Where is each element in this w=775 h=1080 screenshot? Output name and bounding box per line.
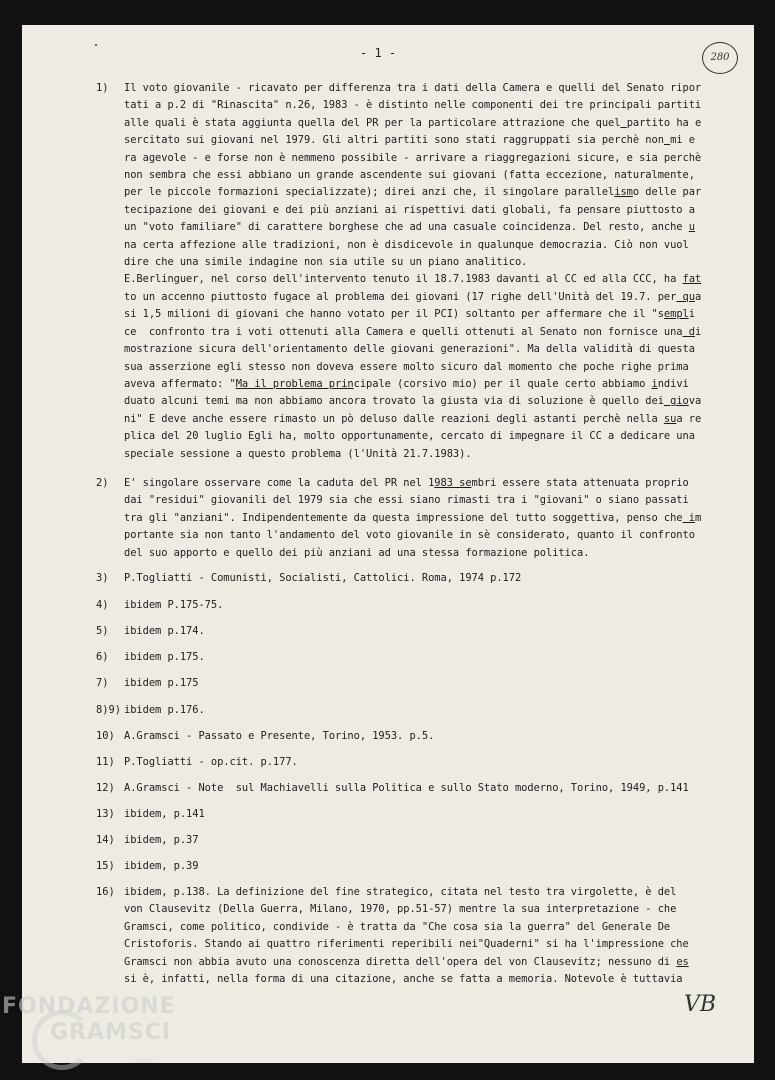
footnote-number: 16) [96, 886, 115, 898]
footnote-line: ibidem p.176. [124, 704, 205, 716]
page-mark [95, 44, 97, 46]
footnote-line: del suo apporto e quello dei più anziani ad una stessa formazione politica. [124, 546, 590, 559]
footnote-line: plica del 20 luglio Egli ha, molto opportunamente, cercato di impegnare il CC a dedicare una [124, 430, 695, 443]
watermark-logo [2, 994, 176, 1065]
footnote-7 [96, 675, 706, 692]
footnote-15 [96, 884, 706, 988]
footnote-10 [96, 754, 706, 771]
footnote-number: 1) [96, 82, 109, 94]
footnote-2 [96, 475, 706, 562]
footnote-number: 8)9) [96, 704, 122, 716]
footnote-line: to un accenno piuttosto fugace al problema dei giovani (17 righe dell'Unità del 19.7. per qua [124, 290, 702, 303]
footnote-line: sercitato sui giovani nel 1979. Gli altri partiti sono stati raggruppati sia perchè non mi e [124, 134, 695, 147]
footnote-number: 3) [96, 572, 109, 584]
footnote-line: na certa affezione alle tradizioni, non è disdicevole in qualunque democrazia. Ciò non vuol [124, 238, 689, 251]
footnote-line: ibidem, p.39 [124, 860, 199, 872]
footnote-14 [96, 858, 706, 875]
footnote-line: P.Togliatti - op.cit. p.177. [124, 756, 298, 768]
footnote-line: speciale sessione a questo problema (l'Unità 21.7.1983). [124, 447, 472, 460]
footnote-line: Gramsci, come politico, condivide - è tratta da "Che cosa sia la guerra" del Generale De [124, 920, 671, 933]
footnote-line: ibidem p.175. [124, 651, 205, 663]
footnote-line: ibidem, p.141 [124, 808, 205, 820]
footnote-line: ni" E deve anche essere rimasto un pò deluso dalle reazioni degli astanti perchè nella sua re [124, 412, 702, 425]
footnote-5 [96, 623, 706, 640]
footnote-line: duato alcuni temi ma non abbiamo ancora trovato la giusta via di soluzione è quello dei giova [124, 395, 702, 408]
footnote-number: 5) [96, 625, 109, 637]
footnote-number: 2) [96, 477, 109, 489]
logo-ring [32, 1010, 92, 1070]
watermark-line1: FONDAZIONE [2, 994, 176, 1019]
footnote-number: 12) [96, 782, 115, 794]
page-number: - 1 - [360, 46, 397, 60]
footnote-number: 10) [96, 730, 115, 742]
footnote-line: dire che una simile indagine non sia utile su un piano analitico. [124, 256, 528, 269]
footnote-4 [96, 597, 706, 614]
footnote-number: 15) [96, 860, 115, 872]
footnote-number: 6) [96, 651, 109, 663]
footnote-line: un "voto familiare" di carattere borghese che ad una casuale coincidenza. Del resto, anche u [124, 221, 695, 234]
footnote-12 [96, 806, 706, 823]
footnote-line: si 1,5 milioni di giovani che hanno votato per il PCI) soltanto per affermare che il "sempli [124, 308, 695, 321]
footnote-line: Gramsci non abbia avuto una conoscenza diretta dell'opera del von Clausevitz; nessuno di es [124, 955, 689, 968]
handwritten-initials: VB [684, 992, 717, 1017]
footnote-line: Il voto giovanile - ricavato per differenza tra i dati della Camera e quelli del Senato ripor [124, 82, 702, 94]
footnote-line: A.Gramsci - Passato e Presente, Torino, 1953. p.5. [124, 730, 435, 742]
archive-number-stamp: 280 [702, 42, 738, 74]
footnote-11 [96, 780, 706, 797]
watermark-line2: GRAMSCI [50, 1020, 172, 1045]
footnote-line: sua asserzione egli stesso non doveva essere molto sicuro dal momento che poche righe prima [124, 360, 689, 373]
footnote-line: ibidem, p.138. La definizione del fine strategico, citata nel testo tra virgolette, è del [124, 886, 677, 898]
footnote-line: mostrazione sicura dell'orientamento delle giovani generazioni". Ma della validità di questa [124, 343, 695, 356]
footnote-line: portante sia non tanto l'andamento del voto giovanile in sè considerato, quanto il confronto [124, 529, 695, 542]
footnote-line: tecipazione dei giovani e dei più anziani ai rispettivi dati globali, fa pensare piuttosto a [124, 203, 695, 216]
footnote-line: ibidem, p.37 [124, 834, 199, 846]
footnote-line: non sembra che essi abbiano un grande ascendente sui giovani (fatta eccezione, naturalmente, [124, 169, 695, 182]
footnote-line: ibidem p.175 [124, 677, 199, 689]
footnote-line: ibidem P.175-75. [124, 599, 224, 611]
footnote-6 [96, 649, 706, 666]
footnote-line: E.Berlinguer, nel corso dell'intervento tenuto il 18.7.1983 davanti al CC ed alla CCC, ha fat [124, 273, 702, 286]
footnote-line: von Clausevitz (Della Guerra, Milano, 1970, pp.51-57) mentre la sua interpretazione - che [124, 903, 677, 916]
footnote-number: 13) [96, 808, 115, 820]
footnote-line: P.Togliatti - Comunisti, Socialisti, Cattolici. Roma, 1974 p.172 [124, 572, 522, 584]
footnote-3 [96, 570, 706, 587]
footnote-line: dai "residui" giovanili del 1979 sia che essi siano rimasti tra i "giovani" o siano passati [124, 494, 689, 507]
footnote-8 [96, 702, 706, 719]
watermark-sub: onlus [134, 1057, 153, 1065]
footnote-number: 14) [96, 834, 115, 846]
footnote-line: ra agevole - e forse non è nemmeno possibile - arrivare a riaggregazioni sicure, e sia perchè [124, 151, 702, 164]
footnote-13 [96, 832, 706, 849]
footnote-line: tra gli "anziani". Indipendentemente da questa impressione del tutto soggettiva, penso che im [124, 511, 702, 524]
footnote-number: 4) [96, 599, 109, 611]
footnote-line: per le piccole formazioni specializzate); direi anzi che, il singolare parallelismo delle par [124, 186, 702, 199]
footnote-number: 7) [96, 677, 109, 689]
footnote-line: E' singolare osservare come la caduta del PR nel 1983 sembri essere stata attenuata proprio [124, 477, 689, 489]
footnote-line: aveva affermato: "Ma il problema principale (corsivo mio) per il quale certo abbiamo indivi [124, 377, 689, 390]
footnote-line: ce confronto tra i voti ottenuti alla Camera e quelli ottenuti al Senato non fornisce una di [124, 325, 702, 338]
footnote-1 [96, 80, 706, 463]
footnote-line: Cristoforis. Stando ai quattro riferimenti reperibili nei"Quaderni" si ha l'impressione che [124, 938, 689, 951]
footnote-line: si è, infatti, nella forma di una citazione, anche se fatta a memoria. Notevole è tuttavia [124, 973, 683, 986]
footnote-line: A.Gramsci - Note sul Machiavelli sulla Politica e sullo Stato moderno, Torino, 1949, p.141 [124, 782, 689, 794]
footnote-9 [96, 728, 706, 745]
footnote-line: alle quali è stata aggiunta quella del PR per la particolare attrazione che quel partito ha e [124, 116, 702, 129]
footnote-number: 11) [96, 756, 115, 768]
footnote-line: tati a p.2 di "Rinascita" n.26, 1983 - è distinto nelle componenti dei tre principali partiti [124, 99, 702, 112]
footnote-line: ibidem p.174. [124, 625, 205, 637]
